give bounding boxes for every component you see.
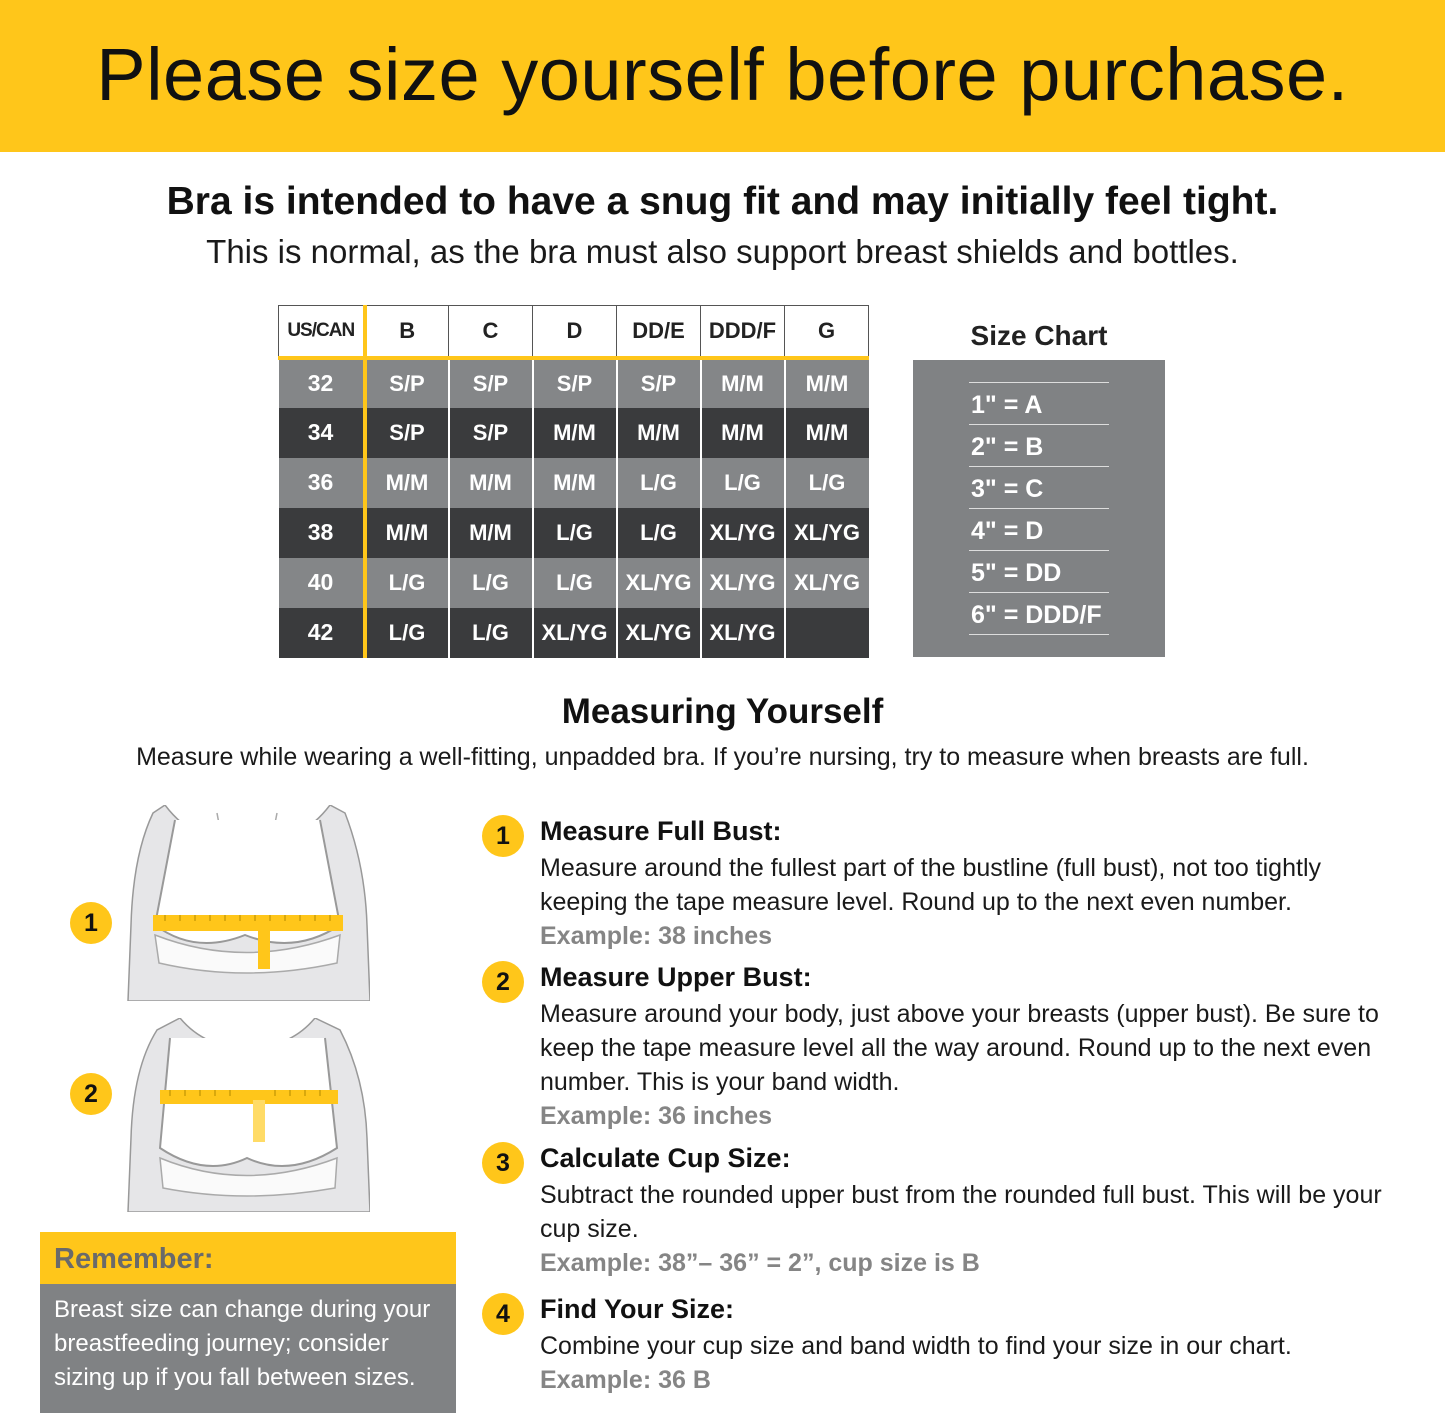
size-cell: S/P bbox=[533, 358, 617, 408]
size-cell: L/G bbox=[533, 508, 617, 558]
size-cell: S/P bbox=[365, 408, 449, 458]
step-example: Example: 36 inches bbox=[540, 1102, 773, 1130]
size-table bbox=[278, 305, 869, 658]
size-cell: S/P bbox=[449, 358, 533, 408]
band-size-cell: 34 bbox=[279, 408, 365, 458]
size-chart-box bbox=[913, 360, 1165, 657]
size-cell: XL/YG bbox=[701, 608, 785, 658]
size-chart-title: Size Chart bbox=[970, 320, 1108, 351]
size-table-corner: US/CAN bbox=[279, 306, 365, 358]
cup-header: DDD/F bbox=[701, 306, 785, 358]
size-cell: M/M bbox=[785, 408, 869, 458]
step-example: Example: 36 B bbox=[540, 1366, 711, 1394]
step-title: Measure Upper Bust: bbox=[540, 962, 812, 992]
size-cell: L/G bbox=[785, 458, 869, 508]
size-cell: L/G bbox=[449, 558, 533, 608]
step-number-badge: 2 bbox=[482, 961, 524, 1003]
remember-text: Breast size can change during your breastfeeding journey; consider sizing up if you fall between sizes. bbox=[40, 1284, 456, 1413]
size-cell: M/M bbox=[617, 408, 701, 458]
size-chart-item: 4" = D bbox=[969, 509, 1109, 551]
band-size-cell: 42 bbox=[279, 608, 365, 658]
size-cell: L/G bbox=[617, 458, 701, 508]
size-chart-item: 1" = A bbox=[969, 383, 1109, 425]
size-chart-item: 2" = B bbox=[969, 425, 1109, 467]
step-text: Measure around your body, just above your breasts (upper bust). Be sure to keep the tape measure level all the way around. Round up to the next even number. This is your band width. bbox=[540, 1000, 1379, 1096]
size-cell: M/M bbox=[449, 458, 533, 508]
size-cell: S/P bbox=[449, 408, 533, 458]
size-cell: M/M bbox=[701, 408, 785, 458]
size-cell: L/G bbox=[701, 458, 785, 508]
size-table-row bbox=[279, 458, 869, 508]
size-cell: XL/YG bbox=[617, 608, 701, 658]
cup-header: D bbox=[533, 306, 617, 358]
size-cell: S/P bbox=[617, 358, 701, 408]
size-cell: M/M bbox=[533, 408, 617, 458]
size-cell: L/G bbox=[365, 608, 449, 658]
step-description bbox=[540, 851, 1400, 953]
size-cell: XL/YG bbox=[617, 558, 701, 608]
size-cell: XL/YG bbox=[701, 508, 785, 558]
step-number-badge: 1 bbox=[482, 815, 524, 857]
fit-notice-text: This is normal, as the bra must also support breast shields and bottles. bbox=[206, 233, 1239, 270]
figure-badge-1: 1 bbox=[70, 902, 112, 944]
step-number-badge: 3 bbox=[482, 1142, 524, 1184]
full-bust-illustration bbox=[125, 805, 370, 1001]
size-cell bbox=[785, 608, 869, 658]
size-cell: L/G bbox=[617, 508, 701, 558]
step-description bbox=[540, 997, 1400, 1133]
size-table-header-row bbox=[279, 306, 869, 358]
step-example: Example: 38 inches bbox=[540, 922, 773, 950]
step-title: Find Your Size: bbox=[540, 1294, 735, 1324]
cup-header: G bbox=[785, 306, 869, 358]
step-description bbox=[540, 1178, 1400, 1280]
size-table-row bbox=[279, 508, 869, 558]
size-cell: M/M bbox=[785, 358, 869, 408]
size-cell: M/M bbox=[701, 358, 785, 408]
measuring-subtitle: Measure while wearing a well-fitting, unpadded bra. If you’re nursing, try to measure when breasts are full. bbox=[136, 743, 1309, 771]
size-table-row bbox=[279, 608, 869, 658]
upper-bust-illustration bbox=[125, 1018, 370, 1212]
step-title: Calculate Cup Size: bbox=[540, 1143, 791, 1173]
size-chart-list bbox=[969, 382, 1109, 635]
step-title: Measure Full Bust: bbox=[540, 816, 782, 846]
measuring-title: Measuring Yourself bbox=[561, 692, 884, 731]
size-cell: XL/YG bbox=[701, 558, 785, 608]
size-cell: XL/YG bbox=[785, 508, 869, 558]
size-table-row bbox=[279, 408, 869, 458]
size-cell: S/P bbox=[365, 358, 449, 408]
size-cell: M/M bbox=[365, 458, 449, 508]
header-banner bbox=[0, 0, 1445, 152]
size-table-row bbox=[279, 558, 869, 608]
cup-header: DD/E bbox=[617, 306, 701, 358]
size-table-row bbox=[279, 358, 869, 408]
size-cell: XL/YG bbox=[533, 608, 617, 658]
size-cell: L/G bbox=[365, 558, 449, 608]
size-cell: L/G bbox=[449, 608, 533, 658]
figure-badge-2: 2 bbox=[70, 1073, 112, 1115]
remember-heading: Remember: bbox=[40, 1232, 456, 1284]
band-size-cell: 38 bbox=[279, 508, 365, 558]
step-text: Subtract the rounded upper bust from the rounded full bust. This will be your cup size. bbox=[540, 1181, 1382, 1243]
cup-header: B bbox=[365, 306, 449, 358]
size-chart-item: 6" = DDD/F bbox=[969, 593, 1109, 635]
step-text: Combine your cup size and band width to find your size in our chart. bbox=[540, 1332, 1292, 1360]
size-cell: M/M bbox=[533, 458, 617, 508]
step-text: Measure around the fullest part of the bustline (full bust), not too tightly keeping the tape measure level. Round up to the next even number. bbox=[540, 854, 1321, 916]
size-cell: L/G bbox=[533, 558, 617, 608]
band-size-cell: 32 bbox=[279, 358, 365, 408]
fit-notice-heading: Bra is intended to have a snug fit and may initially feel tight. bbox=[166, 180, 1279, 223]
size-cell: XL/YG bbox=[785, 558, 869, 608]
cup-header: C bbox=[449, 306, 533, 358]
band-size-cell: 40 bbox=[279, 558, 365, 608]
size-cell: M/M bbox=[365, 508, 449, 558]
step-number-badge: 4 bbox=[482, 1293, 524, 1335]
page-title: Please size yourself before purchase. bbox=[96, 33, 1349, 116]
size-chart-item: 5" = DD bbox=[969, 551, 1109, 593]
band-size-cell: 36 bbox=[279, 458, 365, 508]
step-example: Example: 38”– 36” = 2”, cup size is B bbox=[540, 1249, 980, 1277]
step-description bbox=[540, 1329, 1400, 1397]
size-chart-item: 3" = C bbox=[969, 467, 1109, 509]
size-cell: M/M bbox=[449, 508, 533, 558]
